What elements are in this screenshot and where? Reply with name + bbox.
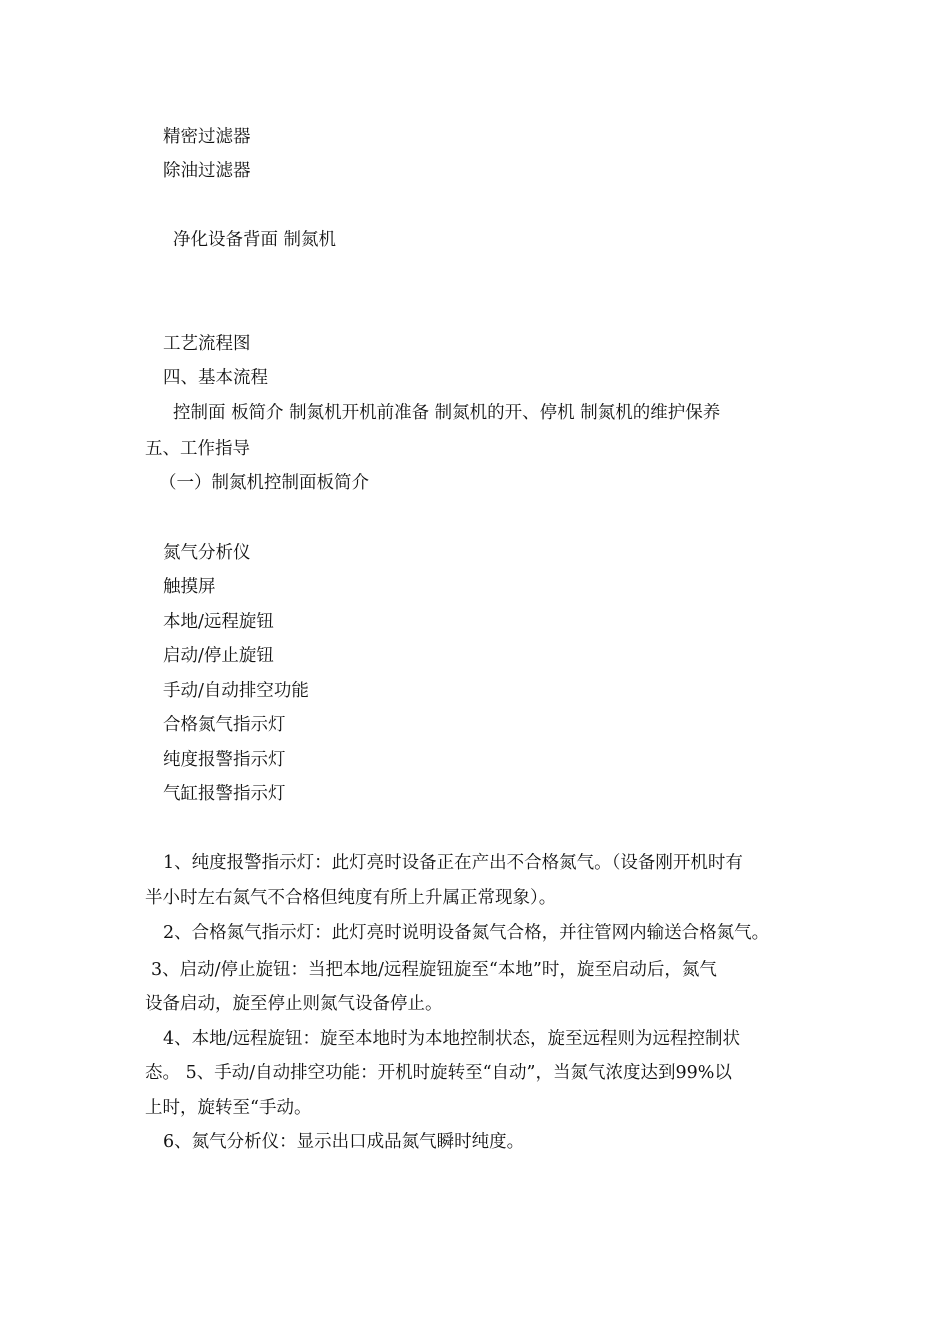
paragraph-line-8: 上时，旋转至“手动。 [145,1098,312,1118]
list-item-cylinder-alarm: 气缸报警指示灯 [163,784,286,804]
text-line-flow-items: 控制面 板简介 制氮机开机前准备 制氮机的开、停机 制氮机的维护保养 [173,403,721,423]
paragraph-line-7: 态。 5、手动/自动排空功能：开机时旋转至“自动”，当氮气浓度达到99%以 [145,1063,732,1083]
list-item-touchscreen: 触摸屏 [163,577,216,597]
paragraph-line-6: 4、本地/远程旋钮：旋至本地时为本地控制状态，旋至远程则为远程控制状 [163,1029,741,1049]
list-item-nitrogen-analyzer: 氮气分析仪 [163,543,251,563]
section-heading-basic-flow: 四、基本流程 [163,368,268,388]
paragraph-line-1: 1、纯度报警指示灯：此灯亮时设备正在产出不合格氮气。（设备刚开机时有 [163,853,743,873]
subsection-heading-panel-intro: （一）制氮机控制面板简介 [159,473,369,493]
list-item-qualified-indicator: 合格氮气指示灯 [163,715,286,735]
list-item-manual-auto-vent: 手动/自动排空功能 [163,681,309,701]
text-line-oil-filter: 除油过滤器 [163,161,251,181]
text-line-precision-filter: 精密过滤器 [163,127,251,147]
paragraph-line-4: 3、启动/停止旋钮：当把本地/远程旋钮旋至“本地”时，旋至启动后，氮气 [151,960,717,980]
list-item-start-stop-knob: 启动/停止旋钮 [163,646,274,666]
list-item-purity-alarm: 纯度报警指示灯 [163,750,286,770]
paragraph-line-2: 半小时左右氮气不合格但纯度有所上升属正常现象）。 [145,888,557,908]
text-line-process-diagram: 工艺流程图 [163,334,251,354]
paragraph-line-3: 2、合格氮气指示灯：此灯亮时说明设备氮气合格，并往管网内输送合格氮气。 [163,923,770,943]
section-heading-work-guide: 五、工作指导 [145,439,250,459]
paragraph-line-5: 设备启动，旋至停止则氮气设备停止。 [145,994,443,1014]
text-line-purifier-back: 净化设备背面 制氮机 [173,230,337,250]
paragraph-line-9: 6、氮气分析仪：显示出口成品氮气瞬时纯度。 [163,1132,525,1152]
list-item-local-remote-knob: 本地/远程旋钮 [163,612,274,632]
